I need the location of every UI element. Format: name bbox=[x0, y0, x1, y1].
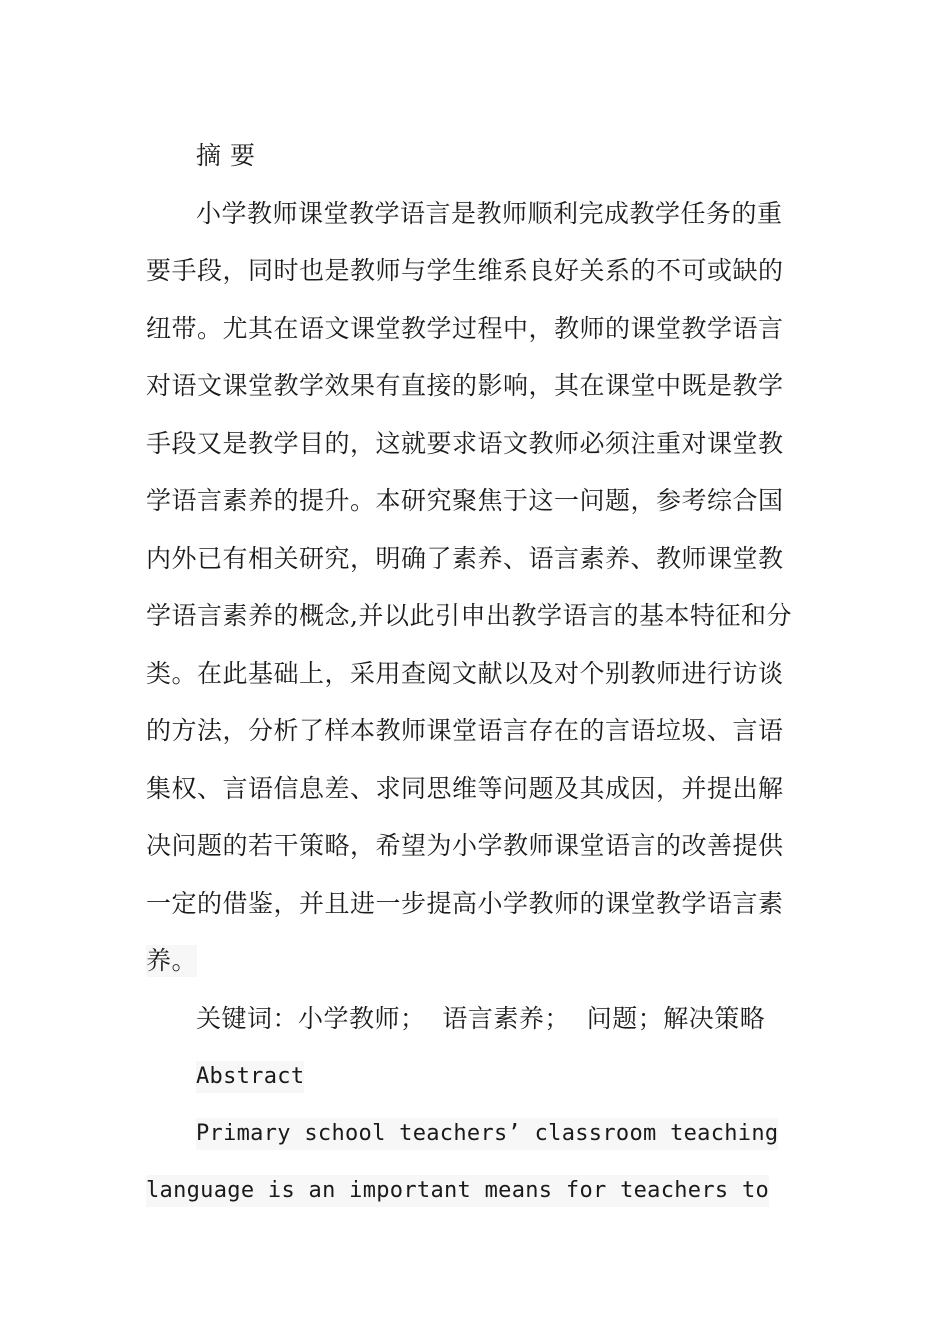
keywords-line: 关键词：小学教师； 语言素养； 问题；解决策略 bbox=[196, 1004, 766, 1033]
english-line-1: Primary school teachers’ classroom teaching bbox=[196, 1118, 778, 1150]
abstract-line-7: 内外已有相关研究，明确了素养、语言素养、教师课堂教 bbox=[146, 544, 784, 573]
abstract-heading: 摘 要 bbox=[196, 141, 256, 170]
abstract-line-14: 养。 bbox=[146, 946, 198, 975]
abstract-line-11: 集权、言语信息差、求同思维等问题及其成因，并提出解 bbox=[146, 774, 784, 803]
abstract-line-6: 学语言素养的提升。本研究聚焦于这一问题，参考综合国 bbox=[146, 486, 784, 515]
abstract-line-3: 纽带。尤其在语文课堂教学过程中，教师的课堂教学语言 bbox=[146, 314, 784, 343]
english-abstract-heading: Abstract bbox=[196, 1061, 304, 1093]
abstract-line-9: 类。在此基础上，采用查阅文献以及对个别教师进行访谈 bbox=[146, 659, 784, 688]
abstract-line-10: 的方法，分析了样本教师课堂语言存在的言语垃圾、言语 bbox=[146, 716, 784, 745]
abstract-line-4: 对语文课堂教学效果有直接的影响，其在课堂中既是教学 bbox=[146, 371, 784, 400]
abstract-line-5: 手段又是教学目的，这就要求语文教师必须注重对课堂教 bbox=[146, 429, 784, 458]
abstract-line-1: 小学教师课堂教学语言是教师顺利完成教学任务的重 bbox=[196, 199, 783, 228]
abstract-line-8: 学语言素养的概念,并以此引申出教学语言的基本特征和分 bbox=[146, 601, 792, 630]
abstract-line-12: 决问题的若干策略，希望为小学教师课堂语言的改善提供 bbox=[146, 831, 784, 860]
abstract-line-2: 要手段，同时也是教师与学生维系良好关系的不可或缺的 bbox=[146, 256, 784, 285]
english-line-2: language is an important means for teachers to bbox=[146, 1175, 769, 1207]
abstract-line-13: 一定的借鉴，并且进一步提高小学教师的课堂教学语言素 bbox=[146, 889, 784, 918]
